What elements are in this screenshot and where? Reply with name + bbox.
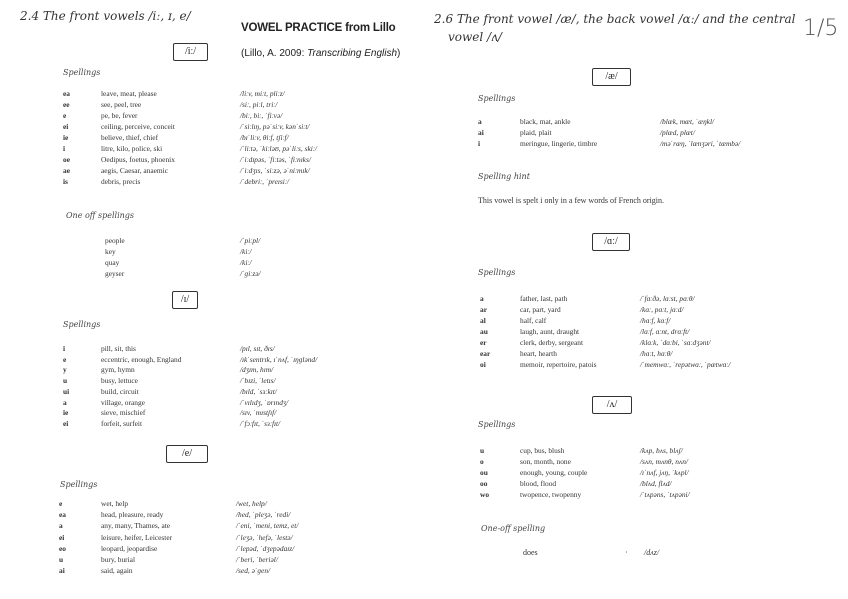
ipa-cell: /siː, piːl, triː/ bbox=[240, 100, 278, 109]
table-row bbox=[63, 408, 403, 418]
spelling-cell: ea bbox=[63, 89, 70, 98]
spelling-cell: oo bbox=[480, 479, 488, 488]
spelling-cell: e bbox=[63, 354, 67, 364]
spelling-cell: ou bbox=[480, 468, 488, 477]
words-cell: eccentric, enough, England bbox=[101, 354, 182, 364]
spelling-cell: e bbox=[63, 111, 67, 120]
table-row bbox=[63, 376, 403, 386]
words-cell: car, part, yard bbox=[520, 305, 561, 314]
words-cell: blood, flood bbox=[520, 479, 557, 488]
ipa-cell: /ˈfɑːðə, lɑːst, pɑːθ/ bbox=[640, 294, 695, 303]
table-row bbox=[480, 490, 820, 500]
table-row bbox=[480, 294, 820, 304]
ipa-cell: /ˈlepəd, ˈdʒepədaɪz/ bbox=[236, 543, 295, 553]
words-cell: busy, lettuce bbox=[101, 376, 138, 386]
table-row bbox=[63, 155, 403, 165]
citation-book-title: Transcribing English bbox=[307, 48, 398, 59]
spelling-cell: a bbox=[480, 294, 484, 303]
words-cell: pe, be, fever bbox=[101, 111, 138, 120]
vowel-box-i-long: /iː/ bbox=[173, 43, 208, 61]
table-row bbox=[63, 236, 403, 246]
ipa-cell: /pɪl, sɪt, ðɪs/ bbox=[240, 344, 275, 353]
words-cell: village, orange bbox=[101, 397, 145, 407]
one-off-ipa: /dʌz/ bbox=[644, 548, 660, 557]
vowel-box-ae: /æ/ bbox=[592, 68, 631, 86]
words-cell: wet, help bbox=[101, 499, 129, 508]
words-cell: heart, hearth bbox=[520, 349, 557, 358]
words-cell: aegis, Caesar, anaemic bbox=[101, 166, 169, 175]
spelling-cell: ai bbox=[478, 128, 484, 137]
one-off-word: does bbox=[523, 548, 538, 557]
spelling-hint-label: Spelling hint bbox=[478, 172, 530, 181]
ipa-cell: /bɪˈliːv, θiːf, tʃiːf/ bbox=[240, 133, 289, 142]
words-cell: build, circuit bbox=[101, 386, 139, 396]
ipa-cell: /ˈiːdɪpəs, ˈfiːtəs, ˈfiːnɪks/ bbox=[240, 155, 311, 164]
table-row bbox=[480, 457, 820, 467]
table-row bbox=[478, 128, 818, 138]
citation-author: (Lillo, A. 2009: bbox=[241, 48, 308, 59]
spelling-cell: wo bbox=[480, 490, 490, 499]
words-cell: pill, sit, this bbox=[101, 344, 136, 353]
ipa-cell: /ˈbɪzi, ˈletɪs/ bbox=[240, 376, 276, 386]
spelling-cell: a bbox=[59, 521, 63, 531]
spelling-cell: au bbox=[480, 327, 488, 336]
ipa-cell: /ˈɡiːzə/ bbox=[240, 269, 261, 278]
words-cell: half, calf bbox=[520, 316, 547, 325]
spelling-cell: al bbox=[480, 316, 486, 325]
citation-end: ) bbox=[397, 48, 401, 59]
spelling-cell: i bbox=[63, 344, 66, 353]
spelling-cell: ie bbox=[63, 133, 69, 142]
spelling-hint-text: This vowel is spelt i only in a few words of French origin. bbox=[478, 196, 664, 205]
spelling-cell: i bbox=[478, 139, 481, 148]
words-cell: meringue, lingerie, timbre bbox=[520, 139, 598, 148]
ipa-cell: /ˈdebriː, ˈpreɪsiː/ bbox=[240, 177, 289, 186]
words-cell: any, many, Thames, ate bbox=[101, 521, 171, 531]
spelling-cell: er bbox=[480, 338, 487, 347]
spellings-label: Spellings bbox=[478, 268, 516, 277]
words-cell: bury, burial bbox=[101, 555, 136, 564]
section-title-ae-a-uh: 2.6 The front vowel /æ/, the back vowel /ɑː/ and the central bbox=[434, 12, 796, 26]
table-row bbox=[59, 499, 399, 509]
words-cell: leisure, heifer, Leicester bbox=[101, 532, 173, 542]
table-row bbox=[478, 139, 818, 149]
words-cell: sieve, mischief bbox=[101, 408, 146, 418]
words-cell: ceiling, perceive, conceit bbox=[101, 122, 175, 131]
spelling-cell: e bbox=[59, 499, 63, 508]
words-cell: leave, meat, please bbox=[101, 89, 157, 98]
table-row bbox=[480, 316, 820, 326]
table-row bbox=[59, 533, 399, 543]
section-title-front-vowels: 2.4 The front vowels /iː, ɪ, e/ bbox=[20, 9, 191, 23]
table-row bbox=[63, 144, 403, 154]
words-cell: enough, young, couple bbox=[520, 468, 588, 477]
page-number: 1/5 bbox=[803, 16, 839, 41]
ipa-cell: /hɑːf, kɑːf/ bbox=[640, 316, 671, 325]
ipa-cell: /ɪkˈsentrɪk, ɪˈnʌf, ˈɪŋɡlənd/ bbox=[240, 354, 318, 364]
words-cell: son, month, none bbox=[520, 457, 571, 466]
spelling-cell: ea bbox=[59, 510, 66, 520]
table-row bbox=[59, 566, 399, 576]
words-cell: father, last, path bbox=[520, 294, 568, 303]
ipa-cell: /biː, biː, ˈfiːvə/ bbox=[240, 111, 283, 120]
ipa-cell: /məˈræŋ, ˈlænʒəri, ˈtæmbə/ bbox=[660, 139, 741, 148]
ipa-cell: /ˈberi, ˈberiəl/ bbox=[236, 555, 278, 564]
table-row bbox=[59, 510, 399, 520]
words-cell: black, mat, ankle bbox=[520, 117, 571, 126]
ipa-cell: /lɑːf, ɑːnt, drɑːft/ bbox=[640, 327, 690, 336]
words-cell: memoir, repertoire, patois bbox=[520, 360, 597, 369]
table-row bbox=[63, 365, 403, 375]
vowel-box-e: /e/ bbox=[166, 445, 208, 463]
ipa-cell: /blæk, mæt, ˈæŋkl/ bbox=[660, 117, 715, 126]
ipa-cell: /ˈtʌpəns, ˈtʌpəni/ bbox=[640, 490, 690, 499]
spelling-cell: u bbox=[480, 446, 485, 455]
words-cell: gym, hymn bbox=[101, 365, 135, 375]
vowel-box-uh: /ʌ/ bbox=[592, 396, 632, 414]
table-row bbox=[63, 111, 403, 121]
ipa-cell: /kiː/ bbox=[240, 247, 252, 256]
table-row bbox=[63, 89, 403, 99]
words-cell: leopard, jeopardise bbox=[101, 543, 158, 553]
table-row bbox=[63, 258, 403, 268]
words-cell: clerk, derby, sergeant bbox=[520, 338, 583, 347]
table-row bbox=[478, 117, 818, 127]
table-row bbox=[480, 468, 820, 478]
spellings-label: Spellings bbox=[63, 68, 101, 77]
table-row bbox=[480, 349, 820, 359]
table-row bbox=[63, 133, 403, 143]
spelling-cell: y bbox=[63, 365, 67, 375]
spelling-cell: a bbox=[63, 397, 67, 407]
spellings-label: Spellings bbox=[478, 94, 516, 103]
ipa-cell: /wet, help/ bbox=[236, 499, 267, 508]
words-cell: key bbox=[105, 247, 116, 256]
vowel-box-a-long: /ɑː/ bbox=[592, 233, 630, 251]
words-cell: twopence, twopenny bbox=[520, 490, 582, 499]
spelling-cell: o bbox=[480, 457, 484, 466]
spelling-cell: ei bbox=[63, 418, 69, 428]
ipa-cell: /ɪˈnʌf, jʌŋ, ˈkʌpl/ bbox=[640, 468, 689, 477]
words-cell: believe, thief, chief bbox=[101, 133, 159, 142]
words-cell: forfeit, surfeit bbox=[101, 418, 143, 428]
table-row bbox=[63, 419, 403, 429]
table-row bbox=[63, 398, 403, 408]
vowel-box-i-short: /ɪ/ bbox=[172, 291, 198, 309]
ipa-cell: /ˈfɔːfɪt, ˈsɜːfɪt/ bbox=[240, 418, 281, 428]
table-row bbox=[480, 305, 820, 315]
ipa-cell: /ˈeni, ˈmeni, temz, et/ bbox=[236, 521, 299, 531]
table-row bbox=[480, 327, 820, 337]
ipa-cell: /sed, əˈɡen/ bbox=[236, 566, 271, 576]
spelling-cell: ear bbox=[480, 349, 491, 358]
table-row bbox=[63, 344, 403, 354]
words-cell: plaid, plait bbox=[520, 128, 552, 137]
spelling-cell: ee bbox=[63, 100, 70, 109]
table-row bbox=[63, 269, 403, 279]
spelling-cell: ei bbox=[59, 532, 65, 542]
table-row bbox=[59, 555, 399, 565]
spellings-label: Spellings bbox=[60, 480, 98, 489]
table-row bbox=[480, 338, 820, 348]
ipa-cell: /klɑːk, ˈdɑːbi, ˈsɑːdʒənt/ bbox=[640, 338, 711, 347]
words-cell: Oedipus, foetus, phoenix bbox=[101, 155, 175, 164]
spelling-cell: ui bbox=[63, 386, 70, 396]
section-title-line2: vowel /ʌ/ bbox=[448, 30, 502, 44]
table-row bbox=[63, 387, 403, 397]
words-cell: people bbox=[105, 236, 125, 245]
spelling-cell: oi bbox=[480, 360, 486, 369]
words-cell: see, peel, tree bbox=[101, 100, 142, 109]
words-cell: cup, bus, blush bbox=[520, 446, 565, 455]
ipa-cell: /sɪv, ˈmɪstʃɪf/ bbox=[240, 408, 277, 418]
ipa-cell: /ˈiːdʒɪs, ˈsiːzə, əˈniːmɪk/ bbox=[240, 166, 310, 175]
ipa-cell: /bɪld, ˈsɜːkɪt/ bbox=[240, 386, 277, 396]
words-cell: debris, precis bbox=[101, 177, 141, 186]
ipa-cell: /kʌp, bʌs, blʌʃ/ bbox=[640, 446, 683, 455]
ipa-cell: /ˈsiːlɪŋ, pəˈsiːv, kənˈsiːt/ bbox=[240, 122, 310, 131]
table-row bbox=[63, 122, 403, 132]
ipa-cell: /plæd, plæt/ bbox=[660, 128, 695, 137]
ipa-cell: /ˈpiːpl/ bbox=[240, 236, 261, 245]
spelling-cell: u bbox=[63, 376, 68, 386]
spelling-cell: u bbox=[59, 555, 64, 564]
ipa-cell: /ˈmemwɑː, ˈrepətwɑː, ˈpætwɑː/ bbox=[640, 360, 731, 369]
ipa-cell: /hed, ˈpleʒə, ˈredi/ bbox=[236, 510, 291, 520]
spelling-cell: ie bbox=[63, 408, 69, 418]
ipa-cell: /kɑː, pɑːt, jɑːd/ bbox=[640, 305, 684, 314]
ipa-cell: /liːv, miːt, pliːz/ bbox=[240, 89, 285, 98]
table-row bbox=[59, 521, 399, 531]
words-cell: laugh, aunt, draught bbox=[520, 327, 580, 336]
table-row bbox=[63, 100, 403, 110]
table-row bbox=[480, 360, 820, 370]
one-off-spellings-label: One off spellings bbox=[66, 211, 135, 220]
one-off-spelling-label: One-off spelling bbox=[481, 524, 546, 533]
ipa-cell: /hɑːt, hɑːθ/ bbox=[640, 349, 673, 358]
ipa-cell: /kiː/ bbox=[240, 258, 252, 267]
table-row bbox=[63, 166, 403, 176]
ipa-cell: /dʒɪm, hɪm/ bbox=[240, 365, 274, 375]
spelling-cell: oe bbox=[63, 155, 70, 164]
words-cell: said, again bbox=[101, 566, 133, 576]
ipa-cell: /ˈleʒə, ˈhefə, ˈlestə/ bbox=[236, 532, 293, 542]
ipa-cell: /ˈliːtə, ˈkiːləʊ, pəˈliːs, skiː/ bbox=[240, 144, 317, 153]
table-row bbox=[480, 479, 820, 489]
spelling-cell: ar bbox=[480, 305, 487, 314]
table-row bbox=[63, 247, 403, 257]
spelling-cell: a bbox=[478, 117, 482, 126]
words-cell: head, pleasure, ready bbox=[101, 510, 164, 520]
words-cell: geyser bbox=[105, 269, 125, 278]
words-cell: litre, kilo, police, ski bbox=[101, 144, 163, 153]
spelling-cell: i bbox=[63, 144, 66, 153]
document-citation bbox=[241, 48, 400, 59]
table-row bbox=[59, 544, 399, 554]
table-row bbox=[480, 446, 820, 456]
ipa-cell: /blʌd, flʌd/ bbox=[640, 479, 672, 488]
one-off-dots: · bbox=[625, 548, 628, 557]
table-row bbox=[63, 177, 403, 187]
table-row bbox=[63, 355, 403, 365]
spellings-label: Spellings bbox=[63, 320, 101, 329]
spelling-cell: is bbox=[63, 177, 68, 186]
spelling-cell: ae bbox=[63, 166, 70, 175]
ipa-cell: /sʌn, mʌnθ, nʌn/ bbox=[640, 457, 688, 466]
spelling-cell: ei bbox=[63, 122, 69, 131]
words-cell: quay bbox=[105, 258, 120, 267]
ipa-cell: /ˈvɪlɪdʒ, ˈɒrɪndʒ/ bbox=[240, 397, 289, 407]
document-title: VOWEL PRACTICE from Lillo bbox=[241, 22, 396, 34]
spelling-cell: eo bbox=[59, 543, 66, 553]
spelling-cell: ai bbox=[59, 566, 65, 576]
spellings-label: Spellings bbox=[478, 420, 516, 429]
